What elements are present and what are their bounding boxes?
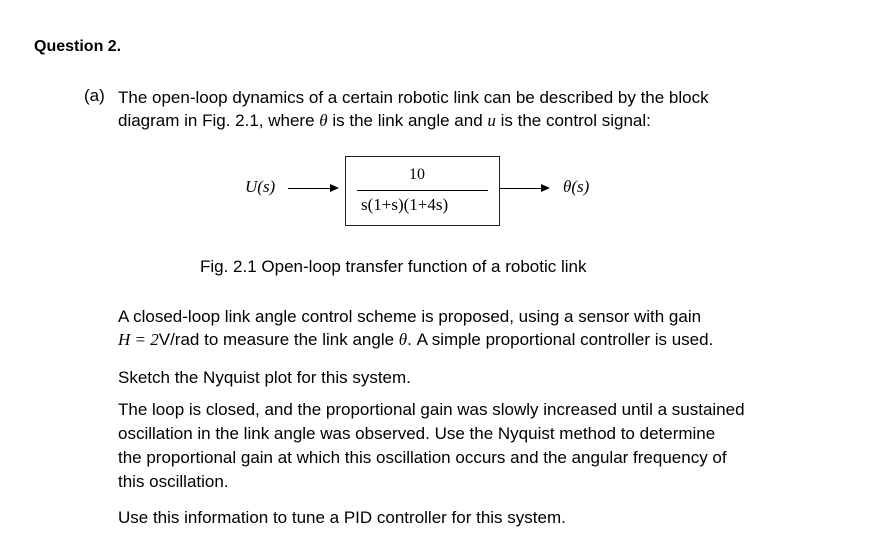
u-symbol: u bbox=[487, 111, 496, 130]
output-arrowhead-icon bbox=[541, 184, 550, 192]
p1-line-2-text: V/rad to measure the link angle bbox=[158, 330, 395, 349]
output-label: θ(s) bbox=[563, 177, 590, 196]
output-arrow-line bbox=[500, 188, 541, 189]
intro-line-1: The open-loop dynamics of a certain robotic link can be described by the block bbox=[118, 88, 709, 107]
p3-line-4: this oscillation. bbox=[118, 472, 229, 491]
intro-line-2-middle: is the link angle and bbox=[332, 111, 483, 130]
input-label: U(s) bbox=[245, 177, 276, 196]
tf-denominator: s(1+s)(1+4s) bbox=[361, 195, 449, 214]
p1-line-1: A closed-loop link angle control scheme is proposed, using a sensor with gain bbox=[118, 307, 702, 326]
intro-line-2-suffix: is the control signal: bbox=[500, 111, 651, 130]
p1-line-2 bbox=[118, 328, 713, 351]
tf-numerator: 10 bbox=[409, 166, 425, 183]
p1-line-2-end: . A simple proportional controller is used. bbox=[407, 330, 714, 349]
h-equation: H = 2 bbox=[118, 330, 159, 349]
figure-caption: Fig. 2.1 Open-loop transfer function of a robotic link bbox=[200, 257, 587, 276]
question-heading: Question 2. bbox=[34, 38, 122, 55]
theta-symbol: θ bbox=[319, 111, 328, 130]
p3-line-3: the proportional gain at which this oscillation occurs and the angular frequency of bbox=[118, 448, 727, 467]
input-arrowhead-icon bbox=[330, 184, 339, 192]
p2: Sketch the Nyquist plot for this system. bbox=[118, 368, 411, 387]
p3-line-2: oscillation in the link angle was observed. Use the Nyquist method to determine bbox=[118, 424, 716, 443]
part-label: (a) bbox=[84, 86, 105, 105]
p4: Use this information to tune a PID controller for this system. bbox=[118, 508, 566, 527]
input-arrow-line bbox=[288, 188, 330, 189]
intro-line-2-prefix: diagram in Fig. 2.1, where bbox=[118, 111, 315, 130]
theta-symbol-2: θ bbox=[398, 330, 408, 349]
p3-line-1: The loop is closed, and the proportional gain was slowly increased until a sustained bbox=[118, 400, 745, 419]
intro-line-2 bbox=[118, 109, 651, 132]
fraction-line bbox=[357, 190, 488, 191]
